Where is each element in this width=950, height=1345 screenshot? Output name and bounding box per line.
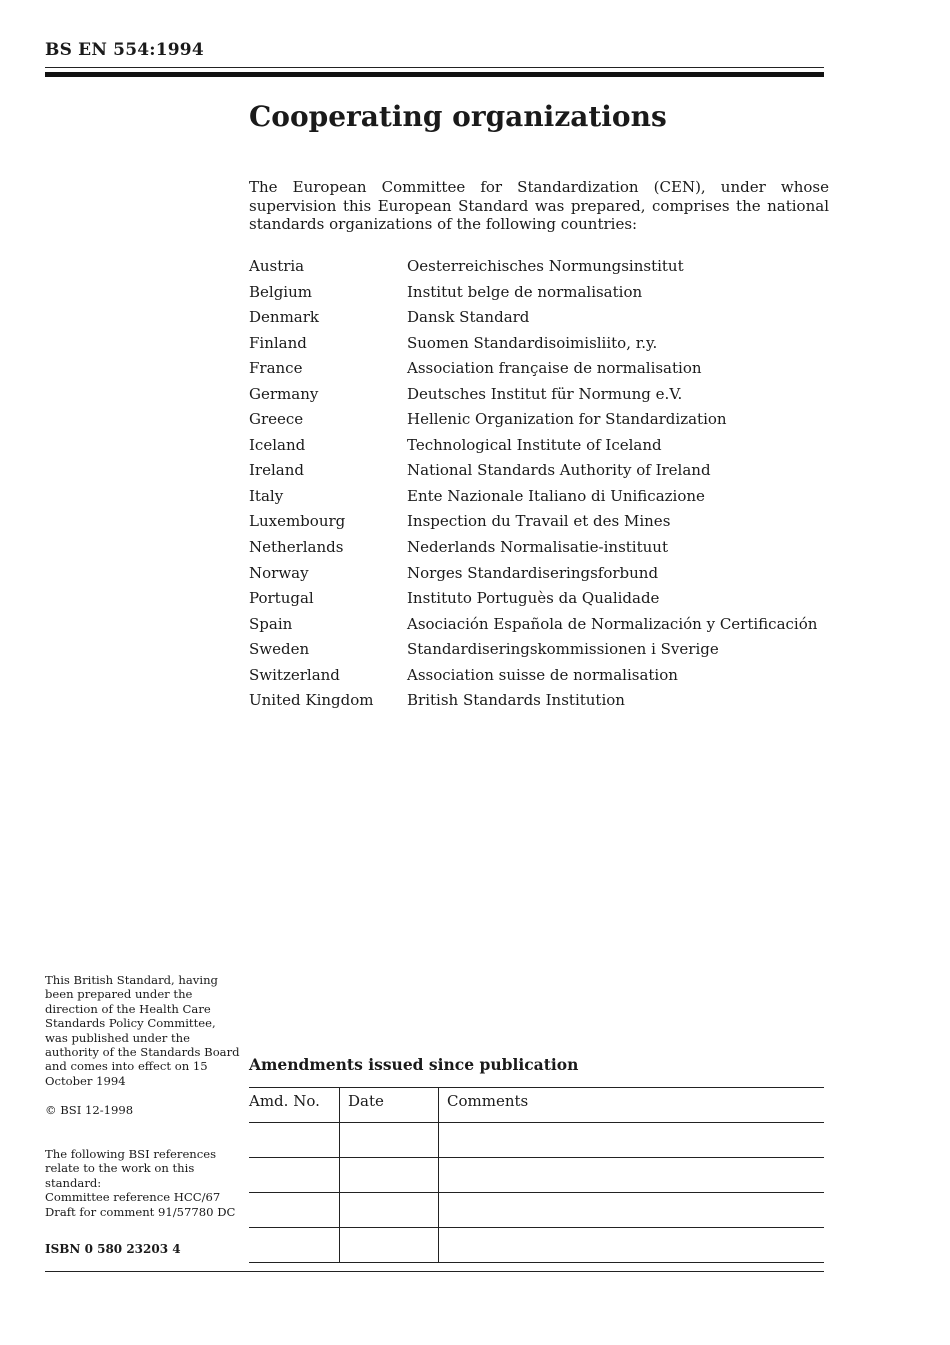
amendment-cell bbox=[439, 1123, 825, 1158]
references-note: The following BSI references relate to the work on this standard: bbox=[45, 1147, 217, 1190]
organization-row bbox=[249, 256, 817, 282]
organization-row bbox=[249, 537, 817, 563]
amendments-table bbox=[249, 1087, 824, 1263]
country-name: United Kingdom bbox=[249, 691, 374, 710]
organization-row bbox=[249, 409, 817, 435]
amendment-cell bbox=[340, 1193, 439, 1228]
standards-body-name: Technological Institute of Iceland bbox=[407, 435, 662, 454]
organization-row bbox=[249, 460, 817, 486]
amendment-row bbox=[249, 1228, 824, 1263]
committee-reference: Committee reference HCC/67 bbox=[45, 1190, 221, 1205]
column-header-date: Date bbox=[340, 1088, 439, 1123]
organization-row bbox=[249, 307, 817, 333]
amendments-header-row bbox=[249, 1088, 824, 1123]
standards-body-name: Ente Nazionale Italiano di Unificazione bbox=[407, 486, 705, 505]
country-name: Luxembourg bbox=[249, 512, 346, 531]
country-name: Portugal bbox=[249, 589, 314, 608]
standards-body-name: Association suisse de normalisation bbox=[407, 665, 678, 684]
amendment-cell bbox=[249, 1158, 340, 1193]
country-name: Germany bbox=[249, 384, 319, 403]
country-name: Switzerland bbox=[249, 665, 340, 684]
document-id: BS EN 554:1994 bbox=[45, 40, 204, 60]
amendment-cell bbox=[249, 1193, 340, 1228]
country-name: Spain bbox=[249, 614, 293, 633]
amendment-row bbox=[249, 1123, 824, 1158]
organization-row bbox=[249, 358, 817, 384]
publication-note: This British Standard, having been prepared under the direction of the Health Care Standards Policy Committee, was published under the authority of the Standards Board and comes into effect on 15 October 1994 bbox=[45, 973, 240, 1088]
standards-body-name: National Standards Authority of Ireland bbox=[407, 461, 711, 480]
copyright-note: © BSI 12-1998 bbox=[45, 1103, 134, 1117]
country-name: Norway bbox=[249, 563, 309, 582]
organization-row bbox=[249, 588, 817, 614]
amendment-row bbox=[249, 1193, 824, 1228]
country-name: Greece bbox=[249, 410, 304, 429]
country-name: France bbox=[249, 359, 303, 378]
amendment-cell bbox=[340, 1123, 439, 1158]
column-header-amd-no: Amd. No. bbox=[249, 1088, 340, 1123]
amendment-cell bbox=[249, 1228, 340, 1263]
amendment-cell bbox=[439, 1228, 825, 1263]
standards-body-name: Standardiseringskommissionen i Sverige bbox=[407, 640, 719, 659]
organization-row bbox=[249, 639, 817, 665]
header-rule-thick bbox=[45, 72, 824, 77]
organization-row bbox=[249, 511, 817, 537]
standards-body-name: Dansk Standard bbox=[407, 308, 530, 327]
standards-body-name: Instituto Portuguès da Qualidade bbox=[407, 589, 660, 608]
organization-row bbox=[249, 614, 817, 640]
organization-row bbox=[249, 563, 817, 589]
country-name: Iceland bbox=[249, 435, 306, 454]
organization-row bbox=[249, 435, 817, 461]
intro-paragraph: The European Committee for Standardization (CEN), under whose supervision this European Standard was prepared, comprises the national standards organizations of the following countries: bbox=[249, 178, 829, 233]
standards-body-name: Suomen Standardisoimisliito, r.y. bbox=[407, 333, 658, 352]
country-name: Italy bbox=[249, 486, 284, 505]
standards-body-name: Inspection du Travail et des Mines bbox=[407, 512, 671, 531]
amendment-cell bbox=[340, 1228, 439, 1263]
country-name: Netherlands bbox=[249, 538, 344, 557]
organization-row bbox=[249, 486, 817, 512]
standards-body-name: Asociación Española de Normalización y Certificación bbox=[407, 614, 818, 633]
country-name: Austria bbox=[249, 257, 305, 275]
standards-body-name: Deutsches Institut für Normung e.V. bbox=[407, 384, 683, 403]
draft-reference: Draft for comment 91/57780 DC bbox=[45, 1204, 236, 1219]
column-header-comments: Comments bbox=[439, 1088, 825, 1123]
standards-body-name: British Standards Institution bbox=[407, 691, 625, 710]
amendments-title: Amendments issued since publication bbox=[249, 1055, 579, 1074]
standards-body-name: Association française de normalisation bbox=[407, 359, 702, 378]
country-name: Ireland bbox=[249, 461, 304, 480]
amendment-row bbox=[249, 1158, 824, 1193]
references-block bbox=[45, 1147, 240, 1219]
organization-list bbox=[249, 256, 817, 716]
country-name: Belgium bbox=[249, 282, 312, 301]
country-name: Sweden bbox=[249, 640, 310, 659]
amendment-cell bbox=[439, 1158, 825, 1193]
standards-body-name: Norges Standardiseringsforbund bbox=[407, 563, 659, 582]
isbn: ISBN 0 580 23203 4 bbox=[45, 1242, 181, 1256]
organization-row bbox=[249, 333, 817, 359]
header-rule-thin bbox=[45, 67, 824, 68]
amendment-cell bbox=[439, 1193, 825, 1228]
page-title: Cooperating organizations bbox=[249, 100, 667, 133]
country-name: Finland bbox=[249, 333, 307, 352]
standards-body-name: Institut belge de normalisation bbox=[407, 282, 643, 301]
amendment-cell bbox=[340, 1158, 439, 1193]
organization-row bbox=[249, 665, 817, 691]
standards-body-name: Nederlands Normalisatie-instituut bbox=[407, 538, 668, 557]
standards-body-name: Hellenic Organization for Standardization bbox=[407, 410, 727, 429]
country-name: Denmark bbox=[249, 308, 319, 327]
standards-body-name: Oesterreichisches Normungsinstitut bbox=[407, 257, 684, 275]
amendment-cell bbox=[249, 1123, 340, 1158]
organization-row bbox=[249, 384, 817, 410]
organization-row bbox=[249, 690, 817, 716]
footer-rule bbox=[45, 1271, 824, 1272]
organization-row bbox=[249, 282, 817, 308]
